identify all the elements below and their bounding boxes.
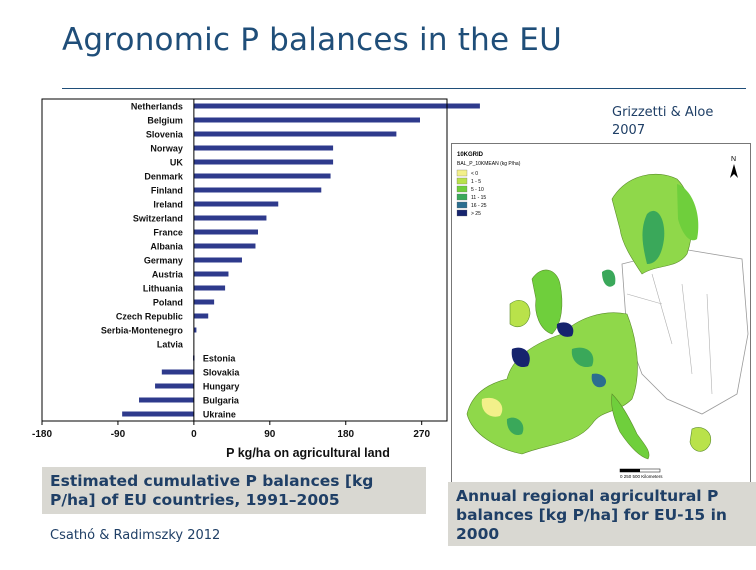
legend-label: 1 - 5 (471, 179, 482, 185)
greece-region (690, 427, 711, 451)
category-label: Latvia (156, 339, 183, 350)
legend-swatch (457, 210, 467, 216)
category-label: Belgium (147, 115, 183, 126)
bar-uk (194, 160, 333, 165)
bar-lithuania (194, 286, 225, 291)
bar-czech-republic (194, 314, 208, 319)
x-tick-label: 270 (413, 429, 431, 440)
category-label: Czech Republic (115, 311, 183, 322)
category-label: Finland (150, 185, 183, 196)
bar-norway (194, 146, 333, 151)
bar-slovenia (194, 132, 397, 137)
x-tick-label: -90 (110, 429, 126, 440)
legend-swatch (457, 186, 467, 192)
category-label: Switzerland (132, 213, 183, 224)
legend-label: < 0 (471, 171, 479, 177)
map-image (452, 144, 750, 482)
category-label: Lithuania (142, 283, 183, 294)
category-label: Ireland (153, 199, 183, 210)
bar-finland (194, 188, 321, 193)
bar-denmark (194, 174, 331, 179)
bar-belgium (194, 118, 420, 123)
bar-poland (194, 300, 214, 305)
category-label: Netherlands (130, 101, 183, 112)
category-label: Ukraine (202, 409, 236, 420)
category-label: France (153, 227, 183, 238)
map-citation-year: 2007 (612, 123, 646, 138)
chart-caption: Estimated cumulative P balances [kg P/ha] of EU countries, 1991–2005 (42, 467, 426, 514)
category-label: UK (169, 157, 183, 168)
legend-label: 5 - 10 (471, 187, 484, 193)
category-label: Estonia (202, 353, 236, 364)
scale-label: 0 250 500 Kilometers (620, 474, 663, 479)
bar-slovakia (162, 370, 194, 375)
bar-switzerland (194, 216, 267, 221)
legend-label: > 25 (471, 211, 481, 217)
category-label: Hungary (202, 381, 240, 392)
legend-swatch (457, 170, 467, 176)
category-label: Austria (151, 269, 183, 280)
legend-label: 16 - 25 (471, 203, 487, 209)
bar-ireland (194, 202, 278, 207)
x-tick-label: -180 (31, 429, 53, 440)
category-label: Denmark (144, 171, 183, 182)
category-label: Slovenia (145, 129, 183, 140)
legend-swatch (457, 194, 467, 200)
x-tick-label: 180 (337, 429, 355, 440)
x-axis-label: P kg/ha on agricultural land (226, 446, 390, 460)
bar-france (194, 230, 258, 235)
map-legend-title: 10KGRID (457, 152, 484, 158)
map-caption: Annual regional agricultural P balances [kg P/ha] for EU-15 in 2000 (448, 482, 756, 546)
bar-netherlands (194, 104, 480, 109)
slide-title: Agronomic P balances in the EU (62, 22, 562, 58)
map-scale-bar (620, 469, 663, 479)
category-label: Bulgaria (202, 395, 239, 406)
bar-hungary (155, 384, 194, 389)
x-tick-label: 0 (191, 429, 197, 440)
map-legend-subtitle: BAL_P_10KMEAN (kg P/ha) (457, 161, 521, 167)
map-citation (612, 104, 732, 140)
legend-label: 11 - 15 (471, 195, 487, 201)
map-citation-authors: Grizzetti & Aloe (612, 105, 714, 120)
bar-germany (194, 258, 242, 263)
bar-austria (194, 272, 229, 277)
category-label: Slovakia (202, 367, 240, 378)
category-label: Serbia-Montenegro (100, 325, 183, 336)
bar-albania (194, 244, 256, 249)
x-tick-label: 90 (264, 429, 276, 440)
europe-p-balance-map (451, 143, 751, 483)
category-label: Norway (150, 143, 183, 154)
bar-ukraine (122, 412, 194, 417)
category-label: Germany (143, 255, 183, 266)
bar-bulgaria (139, 398, 194, 403)
north-label: N (731, 156, 737, 163)
chart-citation: Csathó & Radimszky 2012 (50, 528, 221, 543)
category-label: Albania (150, 241, 183, 252)
category-label: Poland (152, 297, 183, 308)
legend-swatch (457, 178, 467, 184)
legend-swatch (457, 202, 467, 208)
